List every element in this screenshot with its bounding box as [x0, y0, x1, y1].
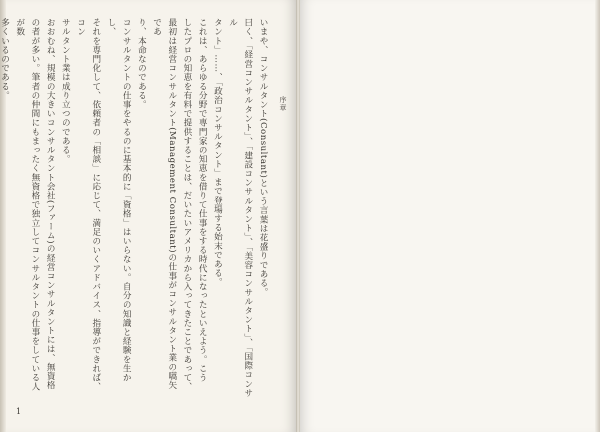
- text-line: 多くいるのである。: [0, 18, 10, 100]
- page-number: 1: [16, 407, 22, 416]
- text-line: したプロの知恵を有料で提供することは、だいたいアメリカから入ってきたことであって、: [181, 18, 192, 392]
- page-edge-right: [595, 0, 600, 432]
- right-page: [300, 0, 600, 432]
- body-text: [0, 18, 270, 398]
- text-line: 最初は経営コンサルタント(Management Consultant)の仕事がコンサルタント業の嚆矢であ: [151, 18, 177, 390]
- text-line: これは、あらゆる分野で専門家の知恵を借りて仕事をする時代になったといえよう。こう: [197, 18, 208, 382]
- text-line: 曰く、「経営コンサルタント」、「建設コンサルタント」、「美容コンサルタント」、「国際コンサル: [227, 18, 253, 398]
- text-line: それを専門化して、依頼者の「相談」に応じて、満足のいくアドバイス、指導ができれば、コン: [75, 18, 101, 392]
- text-line: り、本命なのである。: [136, 18, 147, 109]
- text-line: おおむね、規模の大きいコンサルタント会社(ファーム)の経営コンサルタントには、無資格: [45, 18, 56, 390]
- text-line: サルタント業は成り立つのである。: [60, 18, 71, 164]
- text-line: タント」……、「政治コンサルタント」まで登場する始末である。: [212, 18, 223, 287]
- text-line: いまや、コンサルタント(Consultant)という言葉は花盛りである。: [258, 18, 268, 297]
- chapter-heading: 序章: [279, 96, 287, 112]
- text-line: コンサルタントの仕事をやるのに基本的に「資格」はいらない。自分の知識と経験を生かし、: [105, 18, 132, 382]
- text-line: の者が多い。筆者の仲間にもまったく無資格で独立してコンサルタントの仕事をしている人が数: [14, 18, 40, 392]
- left-page: [0, 0, 296, 432]
